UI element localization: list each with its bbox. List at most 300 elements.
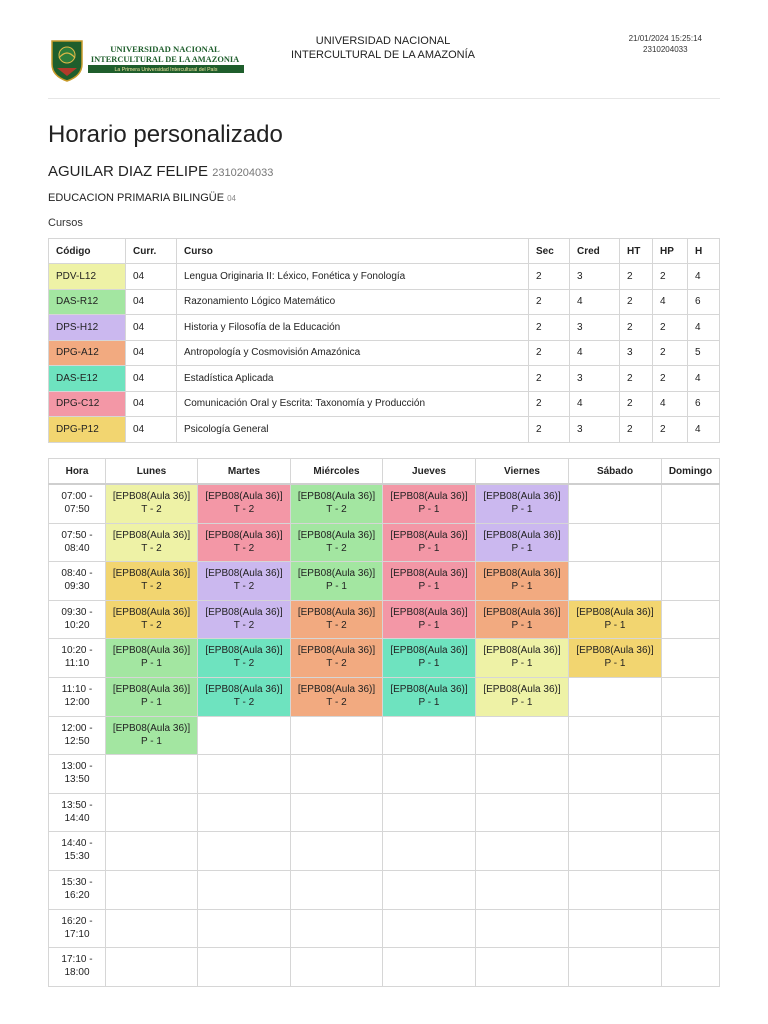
class-room: [EPB08(Aula 36)] [112, 645, 191, 657]
course-codigo-cell: DPS-H12 [49, 315, 126, 341]
time-slot-start: 08:40 - [61, 568, 93, 580]
program-info [48, 192, 236, 204]
empty-slot [198, 832, 291, 871]
course-row [49, 391, 720, 417]
empty-slot [383, 793, 476, 832]
class-type: P - 1 [604, 658, 626, 670]
empty-slot [662, 677, 720, 716]
time-slot-cell [49, 870, 106, 909]
class-type: P - 1 [418, 542, 440, 554]
course-sec-cell: 2 [529, 264, 570, 290]
class-block [106, 677, 198, 716]
course-hp-cell: 2 [653, 340, 688, 366]
empty-slot [198, 870, 291, 909]
schedule-row [49, 523, 720, 562]
schedule-header-cell: Jueves [383, 459, 476, 485]
time-slot-cell [49, 639, 106, 678]
student-code: 2310204033 [212, 167, 274, 179]
courses-header-cell: Cred [570, 239, 620, 264]
logo-tagline: La Primera Universidad Intercultural del País [114, 67, 218, 74]
time-slot-cell [49, 600, 106, 639]
class-room: [EPB08(Aula 36)] [390, 606, 468, 618]
course-row [49, 264, 720, 290]
crest-icon [52, 41, 82, 81]
class-block [198, 677, 291, 716]
schedule-header-cell: Domingo [662, 459, 720, 485]
time-slot-start: 11:10 - [61, 683, 93, 695]
class-room: [EPB08(Aula 36)] [483, 606, 561, 618]
class-block [291, 484, 383, 523]
time-slot-end: 09:30 [64, 581, 90, 593]
schedule-row [49, 755, 720, 794]
time-slot-start: 12:00 - [61, 722, 93, 734]
course-h-cell: 4 [688, 315, 720, 341]
course-codigo-cell: DPG-A12 [49, 340, 126, 366]
course-curr-cell: 04 [126, 417, 177, 443]
university-logo [48, 38, 244, 82]
empty-slot [106, 870, 198, 909]
course-sec-cell: 2 [529, 289, 570, 315]
class-block [476, 677, 569, 716]
course-cred-cell: 4 [570, 391, 620, 417]
time-slot-cell [49, 948, 106, 987]
class-room: [EPB08(Aula 36)] [297, 529, 376, 541]
schedule-table [48, 458, 720, 987]
course-curr-cell: 04 [126, 366, 177, 392]
courses-header-cell: HP [653, 239, 688, 264]
empty-slot [569, 755, 662, 794]
empty-slot [106, 793, 198, 832]
class-room: [EPB08(Aula 36)] [112, 491, 191, 502]
empty-slot [291, 832, 383, 871]
course-h-cell: 5 [688, 340, 720, 366]
student-name: AGUILAR DIAZ FELIPE [48, 163, 209, 180]
course-curr-cell: 04 [126, 289, 177, 315]
class-type: P - 1 [511, 619, 533, 631]
class-room: [EPB08(Aula 36)] [483, 645, 561, 657]
class-room: [EPB08(Aula 36)] [205, 529, 283, 541]
time-slot-start: 09:30 - [61, 606, 93, 618]
courses-header-cell: Sec [529, 239, 570, 264]
empty-slot [662, 909, 720, 948]
empty-slot [569, 909, 662, 948]
empty-slot [662, 639, 720, 678]
program-code: 04 [227, 194, 237, 203]
time-slot-cell [49, 484, 106, 523]
empty-slot [662, 600, 720, 639]
empty-slot [106, 755, 198, 794]
time-slot-end: 08:40 [64, 542, 90, 554]
class-block [569, 600, 662, 639]
course-curso-cell: Antropología y Cosmovisión Amazónica [177, 340, 529, 366]
courses-header-cell: Curr. [126, 239, 177, 264]
empty-slot [383, 909, 476, 948]
time-slot-start: 10:20 - [61, 645, 93, 657]
time-slot-cell [49, 755, 106, 794]
courses-header-cell: HT [620, 239, 653, 264]
course-cred-cell: 3 [570, 417, 620, 443]
class-block [476, 523, 569, 562]
time-slot-end: 14:40 [64, 812, 90, 824]
schedule-row [49, 639, 720, 678]
class-type: T - 2 [141, 619, 162, 631]
empty-slot [383, 948, 476, 987]
class-block [198, 639, 291, 678]
course-ht-cell: 2 [620, 264, 653, 290]
empty-slot [383, 832, 476, 871]
course-ht-cell: 2 [620, 417, 653, 443]
schedule-table-body [49, 484, 720, 986]
class-type: P - 1 [604, 619, 626, 631]
class-room: [EPB08(Aula 36)] [576, 606, 654, 618]
class-type: T - 2 [326, 504, 347, 515]
class-block [291, 562, 383, 601]
empty-slot [198, 948, 291, 987]
class-room: [EPB08(Aula 36)] [205, 606, 283, 618]
course-ht-cell: 2 [620, 315, 653, 341]
university-name [258, 34, 508, 62]
class-block [291, 639, 383, 678]
class-block [106, 639, 198, 678]
class-block [291, 523, 383, 562]
class-type: T - 2 [326, 696, 347, 708]
class-room: [EPB08(Aula 36)] [112, 606, 191, 618]
course-cred-cell: 4 [570, 340, 620, 366]
empty-slot [569, 562, 662, 601]
class-room: [EPB08(Aula 36)] [390, 683, 468, 695]
class-type: T - 2 [141, 504, 162, 515]
course-cred-cell: 4 [570, 289, 620, 315]
class-block [198, 562, 291, 601]
class-block [106, 523, 198, 562]
courses-header-cell: Código [49, 239, 126, 264]
class-block [383, 562, 476, 601]
print-stamp [629, 33, 702, 55]
course-h-cell: 6 [688, 391, 720, 417]
class-type: P - 1 [141, 658, 162, 670]
class-type: P - 1 [141, 735, 162, 747]
time-slot-start: 07:50 - [61, 529, 93, 541]
schedule-header-cell: Martes [198, 459, 291, 485]
course-cred-cell: 3 [570, 264, 620, 290]
time-slot-end: 18:00 [64, 967, 90, 979]
schedule-row [49, 484, 720, 523]
course-sec-cell: 2 [529, 315, 570, 341]
empty-slot [476, 909, 569, 948]
university-name-line2: INTERCULTURAL DE LA AMAZONÍA [291, 49, 475, 61]
class-type: T - 2 [233, 619, 255, 631]
time-slot-end: 12:00 [64, 696, 90, 708]
course-ht-cell: 3 [620, 340, 653, 366]
class-block [291, 677, 383, 716]
time-slot-end: 16:20 [64, 889, 90, 901]
class-block [383, 677, 476, 716]
class-block [383, 600, 476, 639]
class-type: P - 1 [511, 581, 533, 593]
class-room: [EPB08(Aula 36)] [483, 568, 561, 580]
time-slot-start: 14:40 - [61, 838, 93, 850]
schedule-header-cell: Hora [49, 459, 106, 485]
course-codigo-cell: DAS-E12 [49, 366, 126, 392]
course-curso-cell: Estadística Aplicada [177, 366, 529, 392]
empty-slot [569, 523, 662, 562]
schedule-row [49, 832, 720, 871]
course-sec-cell: 2 [529, 417, 570, 443]
class-type: P - 1 [418, 658, 440, 670]
class-type: T - 2 [141, 542, 162, 554]
schedule-row [49, 793, 720, 832]
program-name: EDUCACION PRIMARIA BILINGÜE [48, 192, 225, 204]
empty-slot [198, 793, 291, 832]
student-info [48, 163, 273, 180]
class-room: [EPB08(Aula 36)] [390, 568, 468, 580]
course-row [49, 289, 720, 315]
university-name-line1: UNIVERSIDAD NACIONAL [315, 35, 451, 47]
class-type: T - 2 [326, 542, 347, 554]
empty-slot [662, 484, 720, 523]
class-room: [EPB08(Aula 36)] [390, 529, 468, 541]
time-slot-end: 10:20 [64, 619, 90, 631]
class-room: [EPB08(Aula 36)] [483, 491, 561, 502]
time-slot-cell [49, 832, 106, 871]
class-type: P - 1 [511, 658, 533, 670]
empty-slot [291, 948, 383, 987]
class-type: T - 2 [233, 504, 255, 515]
courses-table [48, 238, 720, 443]
schedule-row [49, 870, 720, 909]
empty-slot [569, 716, 662, 755]
course-curr-cell: 04 [126, 340, 177, 366]
time-slot-end: 07:50 [64, 504, 90, 515]
empty-slot [569, 948, 662, 987]
course-hp-cell: 2 [653, 264, 688, 290]
class-room: [EPB08(Aula 36)] [112, 722, 191, 734]
class-type: P - 1 [511, 504, 533, 515]
empty-slot [383, 755, 476, 794]
schedule-header-cell: Sábado [569, 459, 662, 485]
schedule-header-cell: Viernes [476, 459, 569, 485]
empty-slot [476, 793, 569, 832]
class-room: [EPB08(Aula 36)] [297, 491, 376, 502]
empty-slot [198, 909, 291, 948]
time-slot-cell [49, 909, 106, 948]
empty-slot [291, 870, 383, 909]
empty-slot [662, 523, 720, 562]
empty-slot [662, 755, 720, 794]
class-type: P - 1 [141, 696, 162, 708]
time-slot-start: 13:00 - [61, 761, 93, 773]
empty-slot [476, 755, 569, 794]
time-slot-start: 17:10 - [61, 954, 93, 966]
courses-header-row [49, 239, 720, 264]
page-header [48, 28, 720, 99]
class-room: [EPB08(Aula 36)] [576, 645, 654, 657]
empty-slot [569, 870, 662, 909]
time-slot-end: 12:50 [64, 735, 90, 747]
class-room: [EPB08(Aula 36)] [205, 491, 283, 502]
courses-table-body [49, 264, 720, 443]
time-slot-start: 07:00 - [61, 491, 93, 502]
time-slot-end: 15:30 [64, 851, 90, 863]
empty-slot [662, 716, 720, 755]
class-block [198, 523, 291, 562]
schedule-row [49, 562, 720, 601]
class-type: P - 1 [511, 542, 533, 554]
course-codigo-cell: DPG-P12 [49, 417, 126, 443]
empty-slot [383, 870, 476, 909]
empty-slot [662, 562, 720, 601]
empty-slot [106, 832, 198, 871]
course-hp-cell: 2 [653, 366, 688, 392]
course-cred-cell: 3 [570, 315, 620, 341]
course-h-cell: 4 [688, 264, 720, 290]
class-room: [EPB08(Aula 36)] [112, 683, 191, 695]
empty-slot [476, 716, 569, 755]
schedule-row [49, 716, 720, 755]
time-slot-end: 11:10 [64, 658, 90, 670]
course-curr-cell: 04 [126, 391, 177, 417]
course-codigo-cell: PDV-L12 [49, 264, 126, 290]
logo-text-line2: INTERCULTURAL DE LA AMAZONIA [90, 55, 240, 64]
course-curso-cell: Razonamiento Lógico Matemático [177, 289, 529, 315]
course-curso-cell: Psicología General [177, 417, 529, 443]
empty-slot [662, 870, 720, 909]
course-sec-cell: 2 [529, 366, 570, 392]
class-type: P - 1 [326, 581, 347, 593]
class-room: [EPB08(Aula 36)] [112, 568, 191, 580]
class-room: [EPB08(Aula 36)] [390, 491, 468, 502]
schedule-row [49, 677, 720, 716]
course-h-cell: 4 [688, 366, 720, 392]
empty-slot [569, 793, 662, 832]
empty-slot [662, 793, 720, 832]
course-curso-cell: Historia y Filosofía de la Educación [177, 315, 529, 341]
class-type: T - 2 [141, 581, 162, 593]
course-curr-cell: 04 [126, 315, 177, 341]
schedule-row [49, 909, 720, 948]
course-h-cell: 4 [688, 417, 720, 443]
course-sec-cell: 2 [529, 391, 570, 417]
class-room: [EPB08(Aula 36)] [483, 529, 561, 541]
course-ht-cell: 2 [620, 391, 653, 417]
class-room: [EPB08(Aula 36)] [112, 529, 191, 541]
empty-slot [662, 832, 720, 871]
schedule-header-cell: Miércoles [291, 459, 383, 485]
empty-slot [569, 484, 662, 523]
time-slot-cell [49, 677, 106, 716]
class-room: [EPB08(Aula 36)] [205, 645, 283, 657]
class-block [383, 639, 476, 678]
class-type: P - 1 [418, 696, 440, 708]
class-block [383, 484, 476, 523]
course-row [49, 315, 720, 341]
class-block [476, 562, 569, 601]
class-block [569, 639, 662, 678]
course-sec-cell: 2 [529, 340, 570, 366]
courses-label: Cursos [48, 217, 83, 229]
class-room: [EPB08(Aula 36)] [390, 645, 468, 657]
time-slot-end: 13:50 [64, 774, 90, 786]
course-ht-cell: 2 [620, 289, 653, 315]
class-type: P - 1 [418, 581, 440, 593]
course-codigo-cell: DPG-C12 [49, 391, 126, 417]
schedule-header-row [49, 459, 720, 485]
courses-header-cell: Curso [177, 239, 529, 264]
course-hp-cell: 2 [653, 417, 688, 443]
class-type: P - 1 [511, 696, 533, 708]
class-block [106, 716, 198, 755]
class-room: [EPB08(Aula 36)] [205, 683, 283, 695]
empty-slot [476, 948, 569, 987]
course-ht-cell: 2 [620, 366, 653, 392]
class-type: T - 2 [326, 619, 347, 631]
empty-slot [106, 948, 198, 987]
schedule-header-cell: Lunes [106, 459, 198, 485]
course-hp-cell: 4 [653, 391, 688, 417]
course-row [49, 340, 720, 366]
class-type: T - 2 [233, 581, 255, 593]
time-slot-cell [49, 716, 106, 755]
class-block [106, 600, 198, 639]
class-block [383, 523, 476, 562]
class-room: [EPB08(Aula 36)] [205, 568, 283, 580]
class-type: P - 1 [418, 619, 440, 631]
empty-slot [476, 870, 569, 909]
time-slot-cell [49, 523, 106, 562]
class-block [106, 484, 198, 523]
time-slot-end: 17:10 [64, 928, 90, 940]
course-cred-cell: 3 [570, 366, 620, 392]
class-type: T - 2 [233, 696, 255, 708]
time-slot-start: 16:20 - [61, 915, 93, 927]
time-slot-start: 13:50 - [61, 799, 93, 811]
class-block [106, 562, 198, 601]
empty-slot [198, 755, 291, 794]
class-type: T - 2 [326, 658, 347, 670]
class-type: T - 2 [233, 542, 255, 554]
empty-slot [569, 677, 662, 716]
course-curso-cell: Lengua Originaria II: Léxico, Fonética y Fonología [177, 264, 529, 290]
class-block [291, 600, 383, 639]
empty-slot [476, 832, 569, 871]
print-datetime: 21/01/2024 15:25:14 [628, 34, 702, 43]
class-room: [EPB08(Aula 36)] [297, 645, 376, 657]
course-curso-cell: Comunicación Oral y Escrita: Taxonomía y Producción [177, 391, 529, 417]
empty-slot [291, 793, 383, 832]
empty-slot [198, 716, 291, 755]
empty-slot [569, 832, 662, 871]
empty-slot [383, 716, 476, 755]
empty-slot [291, 755, 383, 794]
time-slot-start: 15:30 - [61, 876, 93, 888]
schedule-row [49, 948, 720, 987]
class-room: [EPB08(Aula 36)] [297, 568, 376, 580]
time-slot-cell [49, 793, 106, 832]
empty-slot [106, 909, 198, 948]
course-h-cell: 6 [688, 289, 720, 315]
class-block [198, 484, 291, 523]
empty-slot [662, 948, 720, 987]
time-slot-cell [49, 562, 106, 601]
empty-slot [291, 909, 383, 948]
class-block [476, 639, 569, 678]
course-row [49, 417, 720, 443]
course-codigo-cell: DAS-R12 [49, 289, 126, 315]
course-row [49, 366, 720, 392]
page-title: Horario personalizado [48, 121, 283, 148]
class-type: T - 2 [233, 658, 255, 670]
class-type: P - 1 [418, 504, 440, 515]
